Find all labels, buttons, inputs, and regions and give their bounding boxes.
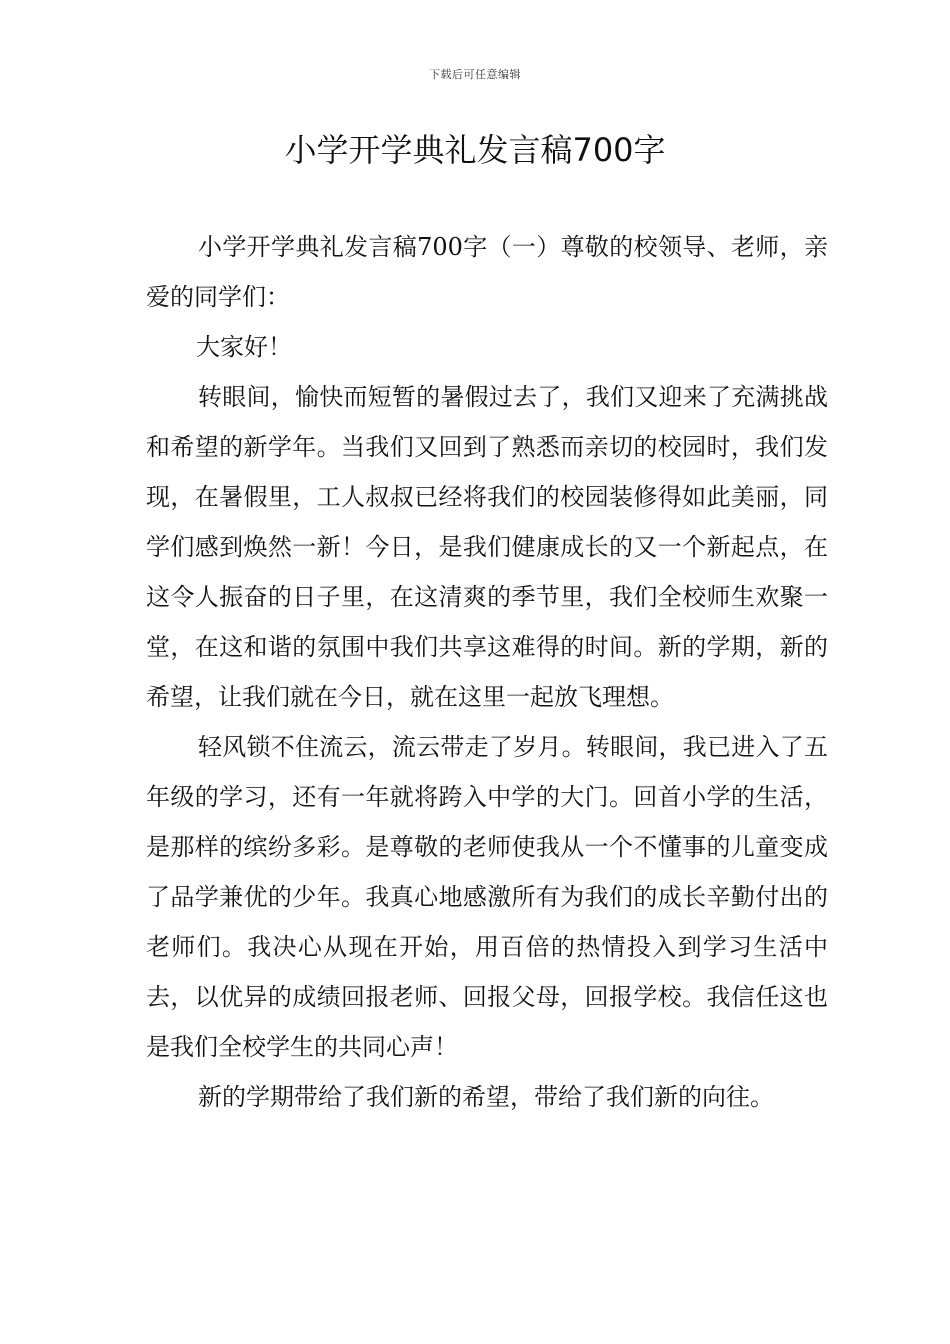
paragraph-opening: 小学开学典礼发言稿700字（一）尊敬的校领导、老师，亲爱的同学们： xyxy=(146,233,828,311)
paragraph-greeting: 大家好！ xyxy=(196,333,292,361)
paragraph-body-1: 转眼间，愉快而短暂的暑假过去了，我们又迎来了充满挑战和希望的新学年。当我们又回到了熟悉而亲切的校园时，我们发现，在暑假里，工人叔叔已经将我们的校园装修得如此美丽，同学们感到焕然一新！今日，是我们健康成长的又一个新起点，在这令人振奋的日子里，在这清爽的季节里，我们全校师生欢聚一堂，在这和谐的氛围中我们共享这难得的时间。新的学期，新的希望，让我们就在今日，就在这里一起放飞理想。 xyxy=(146,383,828,711)
paragraph-body-2: 轻风锁不住流云，流云带走了岁月。转眼间，我已进入了五年级的学习，还有一年就将跨入中学的大门。回首小学的生活，是那样的缤纷多彩。是尊敬的老师使我从一个不懂事的儿童变成了品学兼优的少年。我真心地感激所有为我们的成长辛勤付出的老师们。我决心从现在开始，用百倍的热情投入到学习生活中去，以优异的成绩回报老师、回报父母，回报学校。我信任这也是我们全校学生的共同心声！ xyxy=(146,733,828,1061)
paragraph-body-3: 新的学期带给了我们新的希望，带给了我们新的向往。 xyxy=(198,1083,774,1111)
header-note: 下载后可任意编辑 xyxy=(429,68,521,81)
document-body xyxy=(146,222,828,1122)
document-title: 小学开学典礼发言稿700字 xyxy=(284,131,666,169)
